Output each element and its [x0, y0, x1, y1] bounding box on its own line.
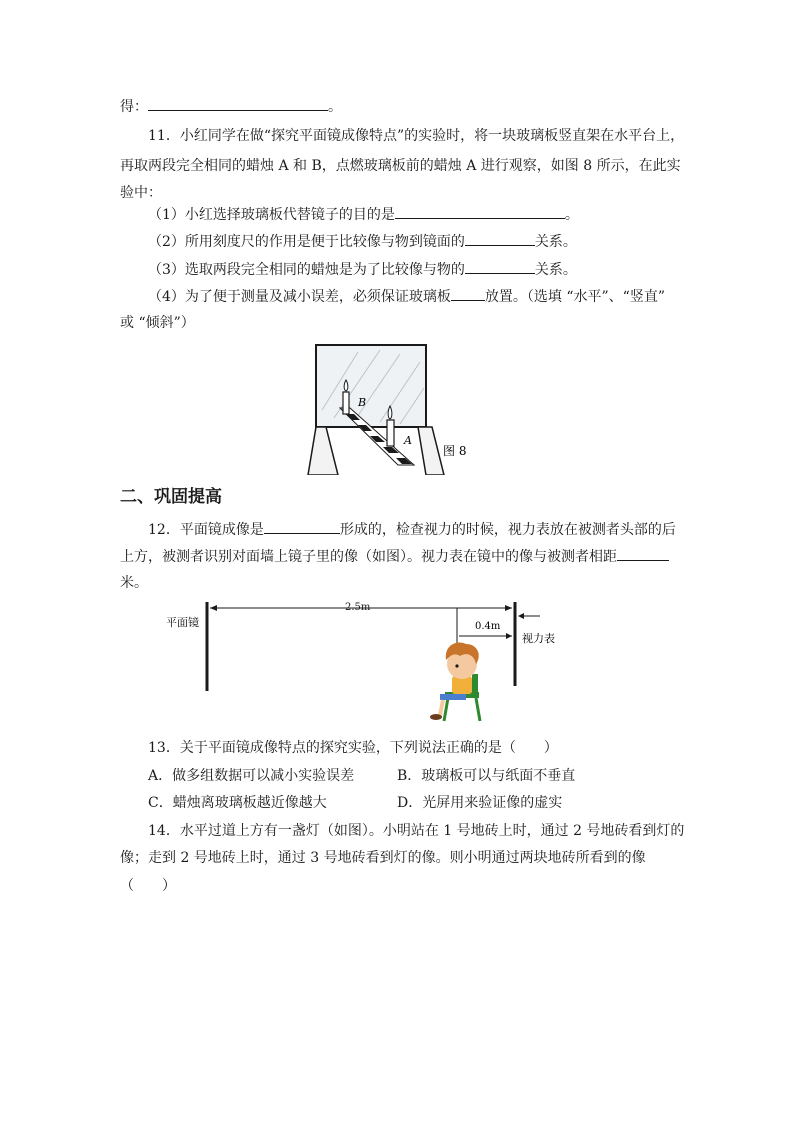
q12-figure-eye-test — [160, 596, 600, 726]
q11-part2-text: （2）所用刻度尺的作用是便于比较像与物到镜面的 — [148, 234, 465, 250]
q11-line1: 11．小红同学在做“探究平面镜成像特点”的实验时，将一块玻璃板竖直架在水平台上， — [148, 128, 685, 144]
q12-line3: 米。 — [120, 575, 148, 591]
chart-pointer-head — [518, 613, 524, 619]
q12-blank2[interactable] — [617, 546, 669, 561]
q11-part4-blank[interactable] — [451, 286, 485, 301]
q11-part3 — [148, 259, 577, 280]
q11-part4 — [148, 286, 665, 307]
mirror-label: 平面镜 — [166, 616, 199, 629]
q13-stem: 13．关于平面镜成像特点的探究实验，下列说法正确的是（ ） — [148, 740, 558, 756]
label-b: B — [358, 396, 367, 409]
q10-suffix: 。 — [328, 99, 342, 115]
q11-part2-blank[interactable] — [465, 231, 535, 246]
q11-part1 — [148, 204, 579, 225]
q10-prefix: 得： — [120, 99, 148, 115]
q11-part1-suffix: 。 — [564, 207, 579, 223]
q13-option-a[interactable]: A．做多组数据可以减小实验误差 — [148, 768, 355, 784]
q12-line2-text: 上方，被测者识别对面墙上镜子里的像（如图）。视力表在镜中的像与被测者相距 — [120, 549, 617, 565]
figure-8-glass-plate — [300, 340, 480, 475]
q11-part1-blank[interactable] — [395, 204, 565, 219]
q14-answer-brackets[interactable]: （ ） — [120, 878, 176, 894]
q12-line1-a: 12．平面镜成像是 — [148, 522, 264, 538]
section-2-title: 二、巩固提高 — [120, 487, 222, 507]
distance-small-label: 0.4m — [475, 621, 501, 632]
q11-line2: 再取两段完全相同的蜡烛 A 和 B，点燃玻璃板前的蜡烛 A 进行观察，如图 8 所示，在此实 — [120, 158, 681, 174]
q12-line1-b: 形成的，检查视力的时候，视力表放在被测者头部的后 — [339, 522, 676, 538]
q13-option-d[interactable]: D．光屏用来验证像的虚实 — [397, 795, 563, 811]
label-a: A — [404, 434, 412, 447]
q11-part1-text: （1）小红选择玻璃板代替镜子的目的是 — [148, 207, 395, 223]
q14-line1: 14．水平过道上方有一盏灯（如图）。小明站在 1 号地砖上时，通过 2 号地砖看到灯的 — [148, 823, 685, 839]
left-stand — [308, 427, 338, 475]
q11-line3: 验中： — [120, 185, 162, 201]
arrowhead-small — [506, 633, 512, 639]
q13-option-b[interactable]: B．玻璃板可以与纸面不垂直 — [397, 768, 576, 784]
q13-option-c[interactable]: C．蜡烛离玻璃板越近像越大 — [148, 795, 327, 811]
q10-blank[interactable] — [148, 96, 328, 111]
q11-part4-text: （4）为了便于测量及减小误差，必须保证玻璃板 — [148, 289, 451, 305]
eye-chart-label: 视力表 — [522, 632, 555, 645]
q11-part2-suffix: 关系。 — [534, 234, 577, 250]
candle-b — [343, 380, 349, 414]
right-stand — [418, 427, 444, 475]
q12-blank1[interactable] — [264, 519, 340, 534]
figure-8-caption: 图 8 — [443, 444, 467, 458]
q11-part3-suffix: 关系。 — [534, 262, 577, 278]
q12-line2 — [120, 546, 669, 567]
q11-part4-continued: 或 “倾斜”） — [120, 315, 195, 331]
q11-part2 — [148, 231, 577, 252]
child-on-chair — [430, 643, 480, 721]
distance-total-label: 2.5m — [345, 602, 371, 613]
q11-part3-blank[interactable] — [465, 259, 535, 274]
q14-line2: 像；走到 2 号地砖上时，通过 3 号地砖看到灯的像。则小明通过两块地砖所看到的像 — [120, 850, 646, 866]
q11-part4-suffix: 放置。（选填 “水平”、“竖直” — [484, 289, 665, 305]
arrowhead-right — [505, 605, 512, 611]
glass-plate — [316, 345, 426, 427]
q12-line1 — [148, 519, 676, 540]
arrowhead-left — [210, 605, 217, 611]
q10-answer-line — [120, 96, 342, 117]
q11-part3-text: （3）选取两段完全相同的蜡烛是为了比较像与物的 — [148, 262, 465, 278]
